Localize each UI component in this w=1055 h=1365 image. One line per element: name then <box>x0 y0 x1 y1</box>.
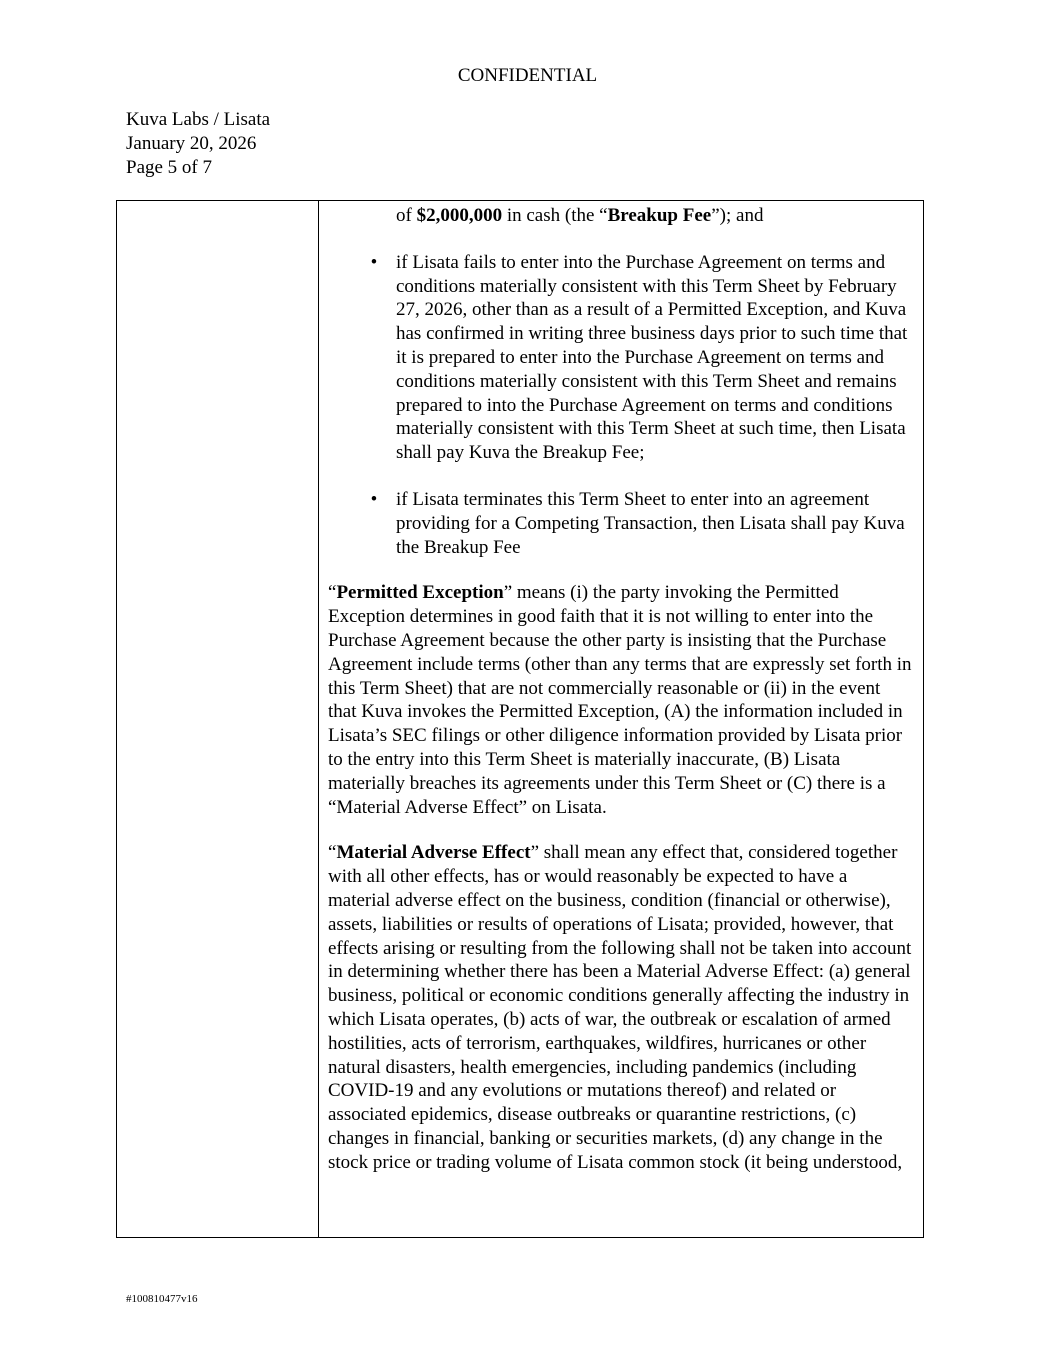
document-id: #100810477v16 <box>126 1293 198 1305</box>
term-sheet-table <box>116 200 924 1238</box>
bullet-icon: • <box>370 488 378 510</box>
fee-amount: $2,000,000 <box>416 205 503 226</box>
column-divider <box>318 201 319 1237</box>
list-item <box>370 251 913 465</box>
date-line: January 20, 2026 <box>126 133 257 154</box>
breakup-fee-term: Breakup Fee <box>607 205 712 226</box>
page-number: Page 5 of 7 <box>126 157 213 178</box>
breakup-fee-continuation: of $2,000,000 in cash (the “Breakup Fee”); and <box>396 205 764 226</box>
permitted-exception-definition: “Permitted Exception” means (i) the party invoking the Permitted Exception determines in good faith that it is not willing to enter into the Purchase Agreement because the other party is insisting that the Purchase Agreement include terms (other than any terms that are expressly set forth in this Term Sheet) that are not commercially reasonable or (ii) in the event that Kuva invokes the Permitted Exception, (A) the information included in Lisata’s SEC filings or other diligence information provided by Lisata prior to the entry into this Term Sheet is materially inaccurate, (B) Lisata materially breaches its agreements under this Term Sheet or (C) there is a “Material Adverse Effect” on Lisata. <box>328 582 912 818</box>
list-item-text: if Lisata terminates this Term Sheet to enter into an agreement providing for a Competing Transaction, then Lisata shall pay Kuva the Breakup Fee <box>396 488 905 558</box>
bullet-icon: • <box>370 251 378 273</box>
list-item <box>370 488 913 559</box>
material-adverse-effect-definition: “Material Adverse Effect” shall mean any effect that, considered together with all other effects, has or would reasonably be expected to have a material adverse effect on the business, condition (financial or otherwise), assets, liabilities or results of operations of Lisata; provided, however, that effects arising or resulting from the following shall not be taken into account in determining whether there has been a Material Adverse Effect: (a) general business, political or economic conditions generally affecting the industry in which Lisata operates, (b) acts of war, the outbreak or escalation of armed hostilities, acts of terrorism, earthquakes, wildfires, hurricanes or other natural disasters, health emergencies, including pandemics (including COVID-19 and any evolutions or mutations thereof) and related or associated epidemics, disease outbreaks or quarantine restrictions, (c) changes in financial, banking or securities markets, (d) any change in the stock price or trading volume of Lisata common stock (it being understood, <box>328 842 912 1173</box>
list-item-text: if Lisata fails to enter into the Purchase Agreement on terms and conditions materially consistent with this Term Sheet by February 27, 2026, other than as a result of a Permitted Exception, and Kuva has confirmed in writing three business days prior to such time that it is prepared to enter into the Purchase Agreement on terms and conditions materially consistent with this Term Sheet and remains prepared to into the Purchase Agreement on terms and conditions materially consistent with this Term Sheet at such time, then Lisata shall pay Kuva the Breakup Fee; <box>396 251 908 464</box>
defined-term: Material Adverse Effect <box>336 842 531 864</box>
letter-header <box>126 108 270 180</box>
term-content-cell <box>328 201 913 1174</box>
term-label-cell <box>117 201 318 1237</box>
parties-line: Kuva Labs / Lisata <box>126 109 271 130</box>
confidential-label: CONFIDENTIAL <box>457 65 598 86</box>
defined-term: Permitted Exception <box>336 582 504 604</box>
